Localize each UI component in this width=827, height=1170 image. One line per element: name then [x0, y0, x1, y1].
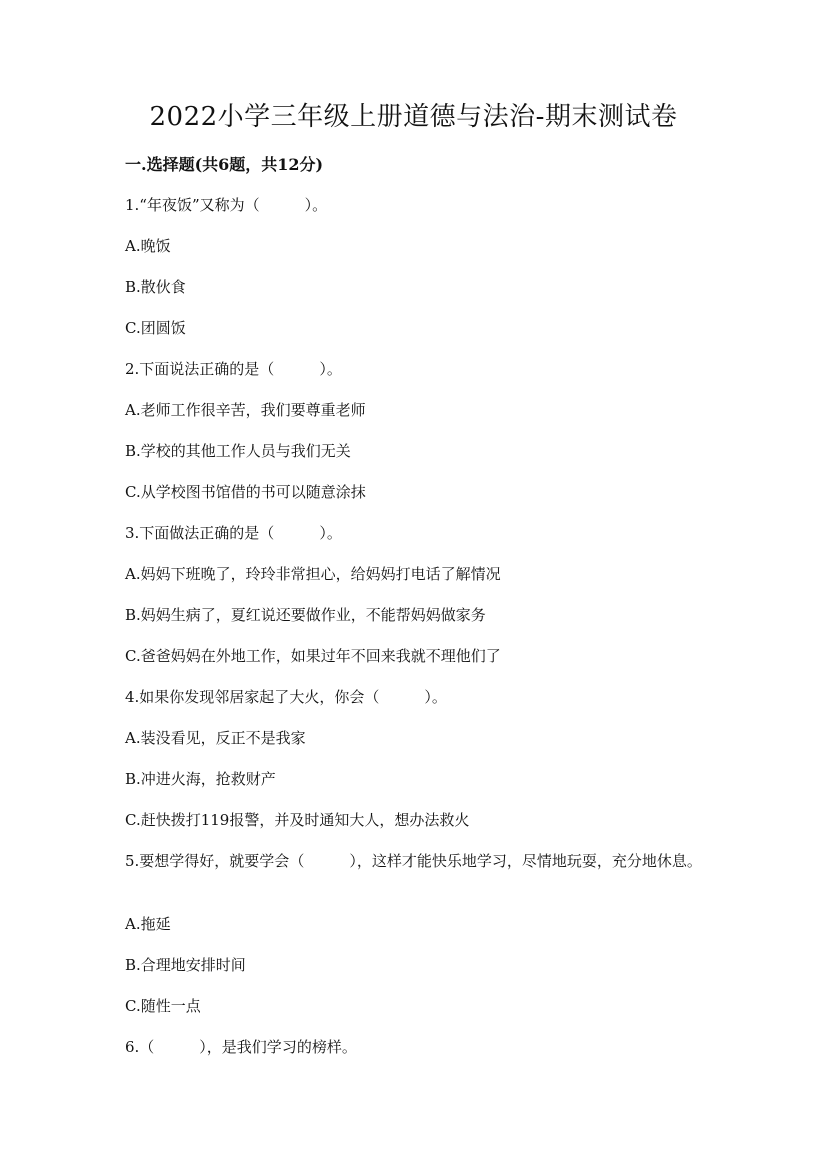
- question-3-option-b: B.妈妈生病了，夏红说还要做作业，不能帮妈妈做家务: [125, 606, 486, 624]
- question-3-option-a: A.妈妈下班晚了，玲玲非常担心，给妈妈打电话了解情况: [125, 565, 501, 583]
- question-3-option-c: C.爸爸妈妈在外地工作，如果过年不回来我就不理他们了: [125, 647, 501, 665]
- question-5-stem: 5.要想学得好，就要学会（ ），这样才能快乐地学习，尽情地玩耍，充分地休息。: [125, 852, 702, 870]
- question-1-option-a: A.晚饭: [125, 237, 171, 255]
- question-1-option-c: C.团圆饭: [125, 319, 186, 337]
- question-2-option-a: A.老师工作很辛苦，我们要尊重老师: [125, 401, 366, 419]
- question-5-option-b: B.合理地安排时间: [125, 956, 246, 974]
- question-4-option-b: B.冲进火海，抢救财产: [125, 770, 276, 788]
- question-4-option-a: A.装没看见，反正不是我家: [125, 729, 306, 747]
- question-6-stem: 6.（ ），是我们学习的榜样。: [125, 1038, 357, 1056]
- question-1-stem: 1.“年夜饭”又称为（ ）。: [125, 196, 328, 214]
- question-2-option-c: C.从学校图书馆借的书可以随意涂抹: [125, 483, 366, 501]
- question-4-stem: 4.如果你发现邻居家起了大火，你会（ ）。: [125, 688, 447, 706]
- question-1-option-b: B.散伙食: [125, 278, 186, 296]
- question-5-option-c: C.随性一点: [125, 997, 201, 1015]
- page-title: 2022小学三年级上册道德与法治-期末测试卷: [149, 102, 678, 132]
- question-5-option-a: A.拖延: [125, 915, 171, 933]
- question-2-option-b: B.学校的其他工作人员与我们无关: [125, 442, 351, 460]
- question-3-stem: 3.下面做法正确的是（ ）。: [125, 524, 342, 542]
- question-2-stem: 2.下面说法正确的是（ ）。: [125, 360, 342, 378]
- section-heading: 一.选择题(共6题，共12分): [125, 155, 324, 174]
- question-4-option-c: C.赶快拨打119报警，并及时通知大人，想办法救火: [125, 811, 470, 829]
